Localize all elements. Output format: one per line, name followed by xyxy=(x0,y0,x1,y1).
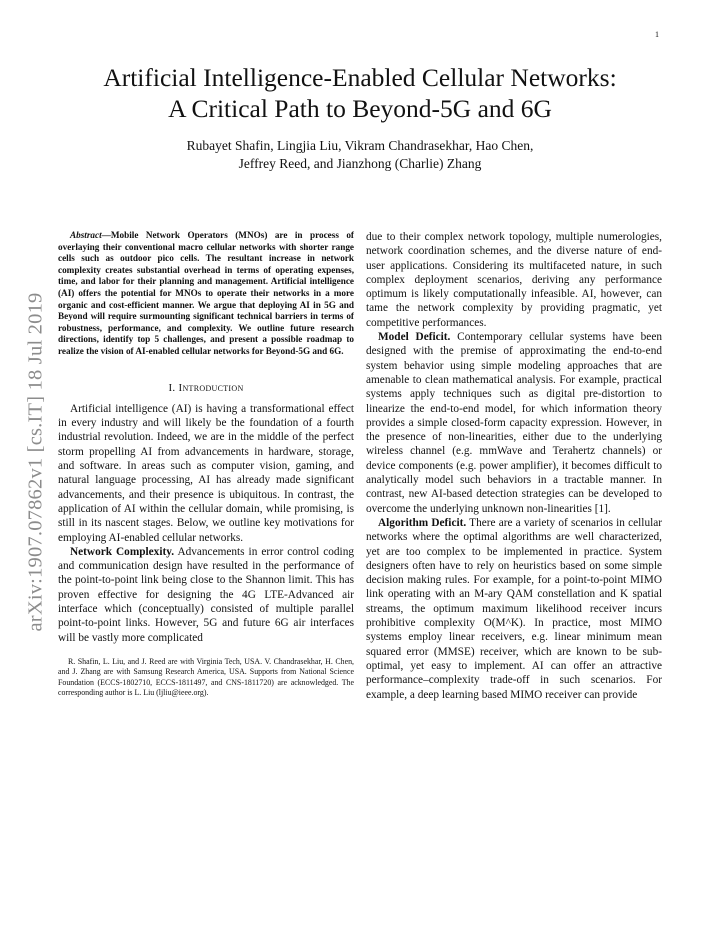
network-complexity-paragraph xyxy=(58,545,354,645)
abstract-text: Mobile Network Operators (MNOs) are in process of overlaying their conventional macro cellular networks with shorter range cells such as outdoor pico cells. The resultant increase in network complexity creates substantial overhead in terms of operating expenses, time, and labor for their planning and management. Artificial intelligence (AI) offers the potential for MNOs to operate their networks in a more organic and cost-efficient manner. We argue that deploying AI in 5G and Beyond will require surmounting significant technical barriers in terms of robustness, performance, and complexity. We outline future research directions, identify top 5 challenges, and present a possible roadmap to realize the vision of AI-enabled cellular networks for Beyond-5G and 6G. xyxy=(58,230,354,356)
network-complexity-heading: Network Complexity. xyxy=(70,545,175,558)
title-block xyxy=(40,62,680,173)
abstract xyxy=(58,230,354,358)
author-list xyxy=(40,137,680,173)
algorithm-deficit-heading: Algorithm Deficit. xyxy=(378,516,467,529)
arxiv-watermark xyxy=(22,262,50,662)
section-number: I. xyxy=(168,381,176,394)
title-line-2: A Critical Path to Beyond-5G and 6G xyxy=(168,94,552,123)
abstract-dash: — xyxy=(101,230,111,240)
algorithm-deficit-text: There are a variety of scenarios in cellular networks where the optimal algorithms are well characterized, yet are too complex to be implemented in practice. System designers often have to rely on heuristics based on some simple decision making rules. For example, for a point-to-point MIMO link operating with an M-ary QAM constellation and K spatial streams, the optimum maximum likelihood receiver incurs prohibitive complexity O(M^K). In practice, most MIMO systems employ linear receivers, e.g. linear minimum mean squared error (MMSE) receiver, which are known to be sub-optimal, yet easy to implement. AI can offer an attractive performance–complexity trade-off in such scenarios. For example, a deep learning based MIMO receiver can provide xyxy=(366,516,663,701)
model-deficit-text: Contemporary cellular systems have been designed with the premise of approximating the end-to-end system behavior using simple modeling approaches that are amenable to clean mathematical analysis. For example, practical systems apply techniques such as digital pre-distortion to linearize the end-to-end model, for which information theory provides a simple closed-form capacity expression. However, in the presence of non-linearities, either due to the underlying wireless channel (e.g. mmWave and Terahertz channels) or device components (e.g. power amplifier), it becomes difficult to analytically model such behaviors in a tractable manner. In contrast, new AI-based detection strategies can be developed to overcome the underlying unknown non-linearities [1]. xyxy=(366,331,662,515)
authors-line-2: Jeffrey Reed, and Jianzhong (Charlie) Zhang xyxy=(238,156,482,171)
page-number: 1 xyxy=(655,30,659,39)
abstract-label: Abstract xyxy=(70,230,102,240)
section-heading-introduction xyxy=(58,381,354,395)
paper-title xyxy=(40,62,680,124)
continued-paragraph: due to their complex network topology, multiple numerologies, network coordination schemes, and the diverse nature of end-user applications. Considering its multifaceted nature, in such complex deployment scenarios, deriving any performance optimum is likely computationally infeasible. AI, however, can tame the network complexity by providing pragmatic, yet competitive performances. xyxy=(366,231,662,329)
authors-line-1: Rubayet Shafin, Lingjia Liu, Vikram Chandrasekhar, Hao Chen, xyxy=(186,138,534,153)
algorithm-deficit-paragraph xyxy=(366,516,662,702)
title-line-1: Artificial Intelligence-Enabled Cellular Networks: xyxy=(103,63,617,92)
intro-paragraph: Artificial intelligence (AI) is having a transformational effect in every industry and will likely be the foundation of a fourth industrial revolution. Indeed, we are in the middle of the perfect storm propelling AI from advancements in hardware, storage, and software. In areas such as computer vision, gaming, and natural language processing, AI has already made significant advancements, and their presence is ubiquitous. In contrast, the application of AI within the cellular domain, while promising, is still in its nascent stages. Below, we outline key motivations for employing AI-enabled cellular networks. xyxy=(58,402,354,544)
arxiv-identifier: arXiv:1907.07862v1 [cs.IT] 18 Jul 2019 xyxy=(24,292,47,632)
section-title: Introduction xyxy=(178,381,244,394)
author-footnote: R. Shafin, L. Liu, and J. Reed are with Virginia Tech, USA. V. Chandrasekhar, H. Chen, and J. Zhang are with Samsung Research America, USA. Supports from National Science Foundation (ECCS-1802710, ECCS-1811497, and CNS-1811720) are acknowledged. The corresponding author is L. Liu (ljliu@ieee.org). xyxy=(58,656,354,698)
model-deficit-heading: Model Deficit. xyxy=(378,331,451,344)
network-complexity-text: Advancements in error control coding and communication design have resulted in the performance of the point-to-point link being close to the Shannon limit. This has proven effective for designing the 4G LTE-Advanced air interface which (conceptually) consisted of multiple parallel point-to-point links. However, 5G and future 6G air interfaces will be vastly more complicated xyxy=(58,545,354,644)
right-column xyxy=(366,230,662,702)
left-column xyxy=(58,230,354,699)
model-deficit-paragraph xyxy=(366,330,662,516)
